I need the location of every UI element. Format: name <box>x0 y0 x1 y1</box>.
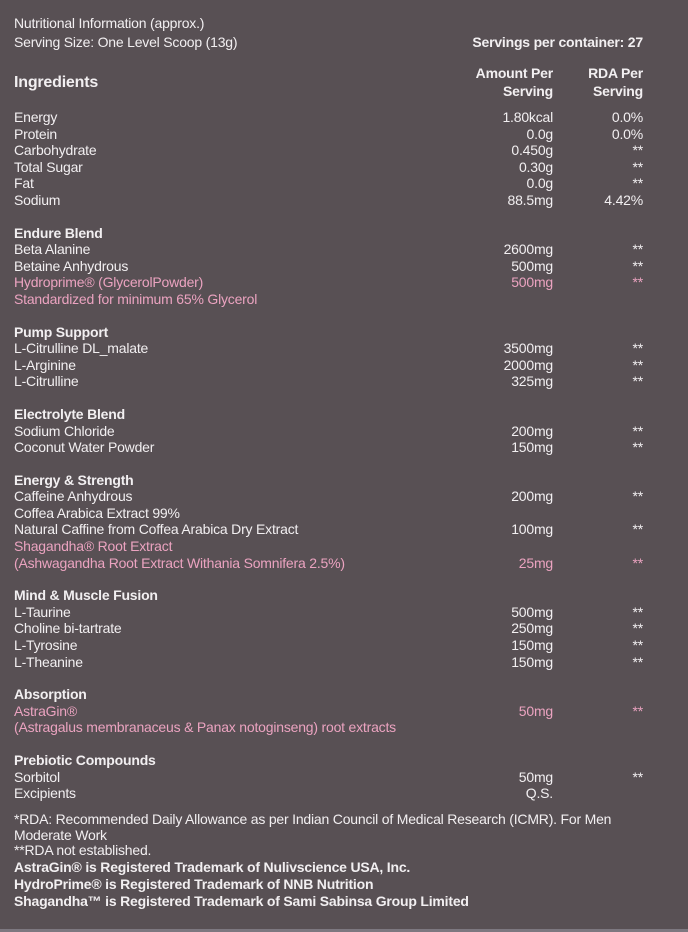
ingredient-amount: 2000mg <box>503 356 553 373</box>
ingredient-row <box>14 373 643 390</box>
ingredient-sections <box>14 109 643 802</box>
ingredient-rda: ** <box>632 142 643 159</box>
servings-per-container: Servings per container: 27 <box>472 34 643 50</box>
label-header <box>14 14 643 52</box>
ingredient-rda: ** <box>632 356 643 373</box>
ingredient-name: Sorbitol <box>14 768 60 785</box>
ingredient-amount: 25mg <box>518 554 553 571</box>
ingredient-row <box>14 241 643 258</box>
ingredient-name: L-Tyrosine <box>14 637 78 654</box>
ingredient-amount: 150mg <box>511 439 553 456</box>
ingredient-name: Energy <box>14 109 58 125</box>
ingredient-name: Sodium Chloride <box>14 422 115 439</box>
ingredient-row <box>14 719 643 736</box>
ingredient-row <box>14 159 643 176</box>
ingredient-row <box>14 703 643 720</box>
ingredient-row <box>14 357 643 374</box>
section-title: Energy & Strength <box>14 471 134 488</box>
ingredient-row <box>14 291 643 308</box>
footnote: **RDA not established. <box>14 842 152 859</box>
ingredient-section <box>14 406 643 456</box>
ingredient-row <box>14 175 643 192</box>
ingredient-section <box>14 752 643 802</box>
ingredient-row <box>14 604 643 621</box>
ingredient-amount: 250mg <box>511 620 553 637</box>
table-header <box>14 64 643 101</box>
ingredient-name: L-Taurine <box>14 603 71 620</box>
ingredient-name: Caffeine Anhydrous <box>14 488 133 505</box>
ingredient-amount: 50mg <box>518 702 553 719</box>
ingredient-name: Protein <box>14 125 57 142</box>
ingredient-amount: 200mg <box>511 422 553 439</box>
ingredient-rda: ** <box>632 422 643 439</box>
ingredient-amount: 50mg <box>518 768 553 785</box>
ingredient-row <box>14 654 643 671</box>
ingredient-row <box>14 637 643 654</box>
nutrition-title: Nutritional Information (approx.) <box>14 15 205 31</box>
ingredient-row <box>14 521 643 538</box>
ingredient-name: (Ashwagandha Root Extract Withania Somnifera 2.5%) <box>14 554 345 571</box>
ingredient-section <box>14 324 643 390</box>
ingredient-row <box>14 274 643 291</box>
ingredient-amount: 325mg <box>511 373 553 390</box>
ingredient-name: Coconut Water Powder <box>14 439 155 456</box>
ingredient-amount: 0.0g <box>526 125 553 142</box>
ingredient-section <box>14 225 643 308</box>
ingredient-amount: 1.80kcal <box>502 109 553 125</box>
section-title: Pump Support <box>14 323 109 340</box>
section-title: Endure Blend <box>14 224 103 241</box>
ingredients-column-header: Ingredients <box>14 73 99 91</box>
ingredient-name: AstraGin® <box>14 702 77 719</box>
ingredient-amount: 0.30g <box>518 158 553 175</box>
ingredient-row <box>14 423 643 440</box>
ingredient-row <box>14 785 643 802</box>
ingredient-row <box>14 142 643 159</box>
serving-size: Serving Size: One Level Scoop (13g) <box>14 34 238 50</box>
ingredient-name: (Astragalus membranaceus & Panax notoginseng) root extracts <box>14 719 396 736</box>
ingredient-rda: ** <box>632 637 643 654</box>
footnote: HydroPrime® is Registered Trademark of NNB Nutrition <box>14 876 374 893</box>
ingredient-name: Sodium <box>14 191 61 208</box>
ingredient-row <box>14 769 643 786</box>
ingredient-rda: ** <box>632 175 643 192</box>
ingredient-name: Coffea Arabica Extract 99% <box>14 504 180 521</box>
ingredient-amount: 150mg <box>511 637 553 654</box>
ingredient-amount: 500mg <box>511 257 553 274</box>
ingredient-row <box>14 192 643 209</box>
ingredient-rda: ** <box>632 620 643 637</box>
ingredient-amount: 500mg <box>511 603 553 620</box>
ingredient-rda: ** <box>632 373 643 390</box>
ingredient-name: Hydroprime® (GlycerolPowder) <box>14 274 204 291</box>
ingredient-rda: ** <box>632 521 643 538</box>
ingredient-amount: 2600mg <box>503 241 553 258</box>
ingredient-amount: 0.0g <box>526 175 553 192</box>
ingredient-row <box>14 258 643 275</box>
ingredient-name: Total Sugar <box>14 158 83 175</box>
ingredient-section <box>14 686 643 736</box>
ingredient-name: Betaine Anhydrous <box>14 257 129 274</box>
ingredient-amount: 500mg <box>511 274 553 291</box>
ingredient-row <box>14 340 643 357</box>
ingredient-rda: ** <box>632 603 643 620</box>
ingredient-section <box>14 587 643 670</box>
section-title: Mind & Muscle Fusion <box>14 587 158 604</box>
ingredient-amount: 150mg <box>511 653 553 670</box>
ingredient-rda: ** <box>632 702 643 719</box>
ingredient-amount: 200mg <box>511 488 553 505</box>
ingredient-name: L-Citrulline DL_malate <box>14 340 149 357</box>
ingredient-rda: ** <box>632 158 643 175</box>
ingredient-row <box>14 109 643 126</box>
footnote: Shagandha™ is Registered Trademark of Sami Sabinsa Group Limited <box>14 893 469 910</box>
ingredient-name: Standardized for minimum 65% Glycerol <box>14 290 258 307</box>
ingredient-name: Natural Caffine from Coffea Arabica Dry Extract <box>14 521 299 538</box>
ingredient-name: Fat <box>14 175 34 192</box>
section-title: Electrolyte Blend <box>14 405 125 422</box>
section-title: Prebiotic Compounds <box>14 752 156 768</box>
ingredient-rda: ** <box>632 653 643 670</box>
section-title: Absorption <box>14 686 87 703</box>
ingredient-name: Shagandha® Root Extract <box>14 538 173 555</box>
ingredient-row <box>14 126 643 143</box>
ingredient-amount: 0.450g <box>511 142 553 159</box>
ingredient-name: L-Arginine <box>14 356 76 373</box>
ingredient-rda: 0.0% <box>611 125 643 142</box>
ingredient-rda: ** <box>632 241 643 258</box>
ingredient-row <box>14 439 643 456</box>
ingredient-rda: 0.0% <box>611 109 643 125</box>
ingredient-row <box>14 620 643 637</box>
ingredient-rda: ** <box>632 768 643 785</box>
ingredient-name: Beta Alanine <box>14 241 91 258</box>
ingredient-name: Carbohydrate <box>14 142 97 159</box>
ingredient-row <box>14 505 643 522</box>
ingredient-section <box>14 109 643 209</box>
ingredient-rda: ** <box>632 554 643 571</box>
ingredient-row <box>14 488 643 505</box>
ingredient-name: Choline bi-tartrate <box>14 620 122 637</box>
ingredient-rda: ** <box>632 439 643 456</box>
footnotes <box>14 812 643 910</box>
ingredient-amount: 88.5mg <box>507 191 553 208</box>
ingredient-rda: 4.42% <box>604 191 643 208</box>
ingredient-rda: ** <box>632 488 643 505</box>
ingredient-section <box>14 472 643 572</box>
amount-column-header: Amount Per Serving <box>475 65 553 99</box>
footnote: AstraGin® is Registered Trademark of Nulivscience USA, Inc. <box>14 859 411 876</box>
ingredient-name: L-Theanine <box>14 653 83 670</box>
ingredient-rda: ** <box>632 274 643 291</box>
ingredient-name: L-Citrulline <box>14 373 79 390</box>
rda-column-header: RDA Per Serving <box>588 65 643 99</box>
ingredient-amount: 100mg <box>511 521 553 538</box>
footnote: *RDA: Recommended Daily Allowance as per Indian Council of Medical Research (ICMR). For Men Moderate Work <box>14 810 612 843</box>
ingredient-row <box>14 555 643 572</box>
ingredient-rda: ** <box>632 257 643 274</box>
ingredient-amount: 3500mg <box>503 340 553 357</box>
ingredient-row <box>14 538 643 555</box>
ingredient-rda: ** <box>632 340 643 357</box>
ingredient-name: Excipients <box>14 785 76 802</box>
ingredient-amount: Q.S. <box>525 785 553 802</box>
